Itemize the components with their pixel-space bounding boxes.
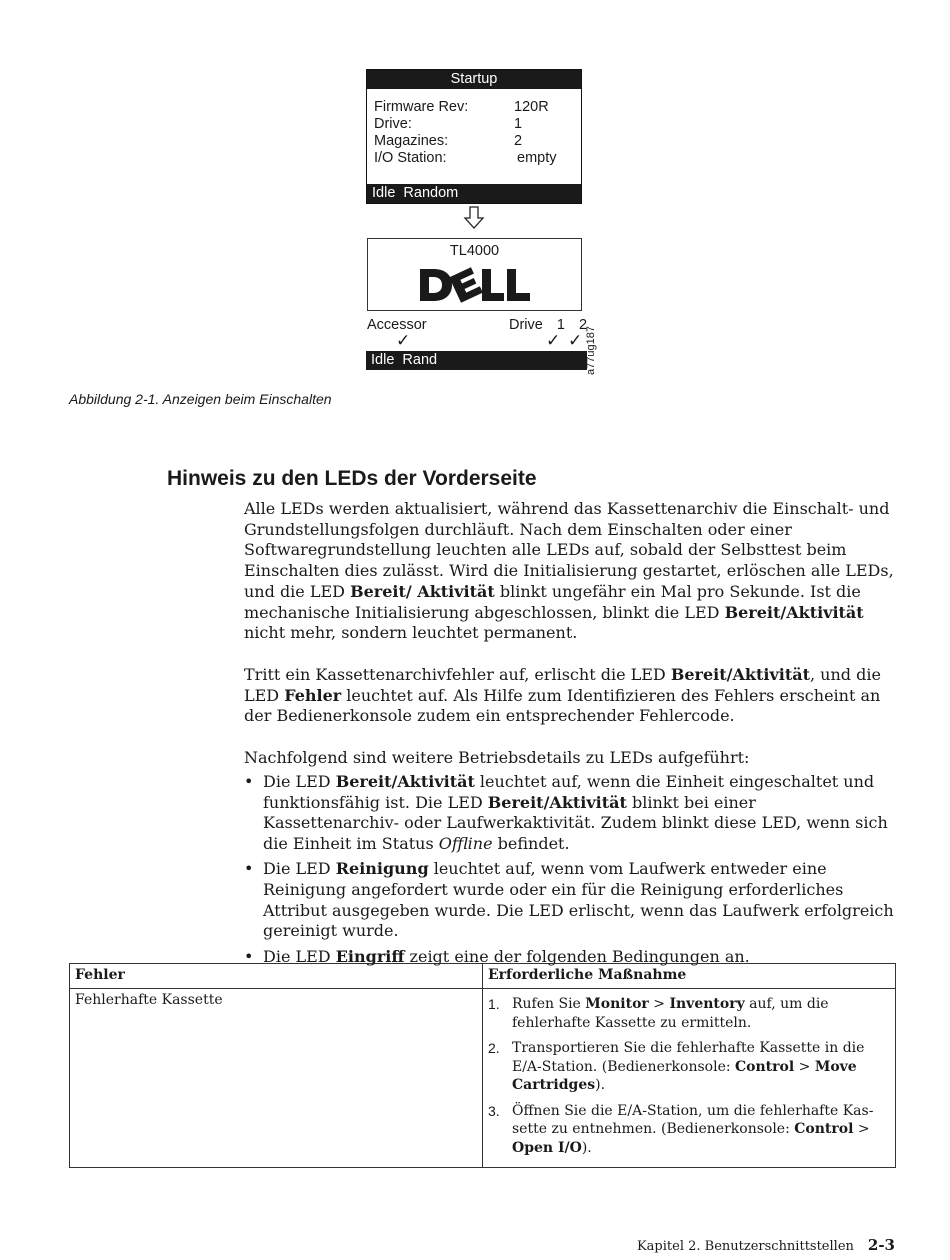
header-action: Erforderliche Maßnahme [483, 964, 896, 989]
drive-text: Drive 1 2 [509, 317, 588, 333]
bold-term: Move Cartridges [512, 1058, 857, 1093]
accessor-check-icon: ✓ [396, 331, 411, 350]
action-steps [488, 995, 890, 1157]
step-item [488, 1039, 890, 1095]
page-footer [637, 1236, 895, 1254]
startup-screen [366, 69, 582, 204]
figure-caption: Abbildung 2-1. Anzeigen beim Einschalten [69, 391, 332, 407]
list-item: • Die LED Eingriff zeigt eine der folgenden Bedingungen an. [244, 947, 896, 968]
italic-term: Offline [438, 834, 493, 854]
startup-screen-title: Startup [367, 70, 581, 89]
drive-label [509, 317, 587, 349]
dell-logo [418, 265, 532, 303]
table-row [70, 989, 896, 1168]
step-text: Öffnen Sie die E/A-Station, um die fehlerhafte Kassette zu entnehmen. (Bedienerkonsole: Control > Open I/O). [512, 1102, 874, 1156]
home-status-bar: Idle Rand [366, 351, 587, 370]
drive-1-check-icon: ✓ [546, 331, 561, 350]
drive-2-check-icon: ✓ [567, 331, 583, 350]
cell-action [483, 989, 896, 1168]
bold-term: Bereit/Aktivität [487, 792, 627, 812]
startup-row [374, 150, 557, 167]
fault-table [69, 963, 896, 1168]
bold-term: Bereit/ Aktivität [350, 581, 495, 601]
accessor-label [367, 317, 427, 349]
startup-row [374, 133, 557, 150]
page-number: 2-3 [867, 1236, 895, 1254]
home-screen [367, 238, 582, 311]
bold-term: Bereit/Aktivität [670, 665, 810, 684]
list-item: • Die LED Reinigung leuchtet auf, wenn vom Laufwerk entweder eine Reinigung angefordert wurde oder ein für die Reinigung erforderliches Attribut ausgegeben wurde. Die LED erlischt, wenn das Laufwerk erfolgreich gereinigt wurde. [244, 859, 896, 942]
step-text: Transportieren Sie die fehlerhafte Kassette in die E/A-Station. (Bedienerkonsole: Control > Move Cartridges). [512, 1040, 865, 1093]
paragraph-3: Nachfolgend sind weitere Betriebsdetails zu LEDs aufgeführt: [244, 748, 750, 767]
figure-id-text: a77ug187 [585, 326, 597, 375]
startup-info-rows [374, 99, 557, 167]
step-number: 1. [488, 996, 500, 1012]
bold-term: Open I/O [512, 1139, 582, 1156]
bold-term: Inventory [669, 996, 745, 1012]
step-number: 3. [488, 1102, 500, 1119]
row-value: empty [517, 150, 557, 166]
down-arrow-icon [463, 206, 485, 230]
chapter-title: Kapitel 2. Benutzerschnittstellen [636, 1239, 854, 1254]
bold-term: Control [794, 1121, 854, 1137]
startup-row [374, 116, 557, 133]
list-item: • Die LED Bereit/Aktivität leuchtet auf, wenn die Einheit eingeschaltet und funktionsfähig ist. Die LED Bereit/Aktivität blinkt bei einer Kassettenarchiv- oder Laufwerkaktivität. Zudem blinkt diese LED, wenn sich die Einheit im Status Offline befindet. [244, 772, 896, 855]
startup-row [374, 99, 557, 116]
bold-term: Fehler [284, 685, 342, 705]
row-label: Drive: [374, 116, 412, 132]
accessor-text: Accessor [367, 317, 427, 333]
paragraph-1: Alle LEDs werden aktualisiert, während das Kassettenarchiv die Einschalt- und Grundstellungsfolgen durchläuft. Nach dem Einschalten oder einer Softwaregrundstellung leuchten alle LEDs auf, sobald der Selbsttest beim Einschalten dies zulässt. Wird die Initialisierung gestartet, erlöschen alle LEDs, und die LED Bereit/ Aktivität blinkt ungefähr ein Mal pro Sekunde. Ist die mechanische Initialisierung abgeschlossen, blinkt die LED Bereit/Aktivität nicht mehr, sondern leuchtet permanent. [244, 499, 894, 643]
startup-status-bar: Idle Random [367, 184, 581, 203]
drive-checks [509, 333, 587, 349]
bold-term: Bereit/Aktivität [335, 772, 475, 791]
row-label: Magazines: [374, 133, 449, 149]
section-heading: Hinweis zu den LEDs der Vorderseite [167, 467, 537, 490]
step-number: 2. [488, 1040, 500, 1056]
header-fault: Fehler [70, 964, 483, 989]
bold-term: Bereit/Aktivität [724, 602, 864, 622]
bold-term: Monitor [585, 996, 649, 1012]
row-label: I/O Station: [374, 150, 447, 166]
paragraph-2: Tritt ein Kassettenarchivfehler auf, erlischt die LED Bereit/Aktivität, und die LED Fehler leuchtet auf. Als Hilfe zum Identifizieren des Fehlers erscheint an der Bedienerkonsole zudem ein entsprechender Fehlercode. [244, 665, 881, 726]
bold-term: Control [735, 1058, 795, 1075]
row-value: 120R [514, 99, 549, 115]
step-item [488, 995, 890, 1032]
cell-fault: Fehlerhafte Kassette [70, 989, 483, 1168]
figure-id [583, 327, 603, 377]
model-name: TL4000 [449, 243, 500, 259]
bold-term: Eingriff [335, 946, 405, 966]
step-item [488, 1102, 890, 1158]
step-text: Rufen Sie Monitor > Inventory auf, um die fehlerhafte Kassette zu ermitteln. [512, 996, 829, 1031]
bold-term: Reinigung [335, 859, 429, 879]
led-details-list [244, 772, 896, 972]
table-header-row [70, 964, 896, 989]
row-value: 1 [514, 116, 523, 132]
row-value: 2 [514, 133, 523, 149]
row-label: Firmware Rev: [374, 99, 469, 115]
